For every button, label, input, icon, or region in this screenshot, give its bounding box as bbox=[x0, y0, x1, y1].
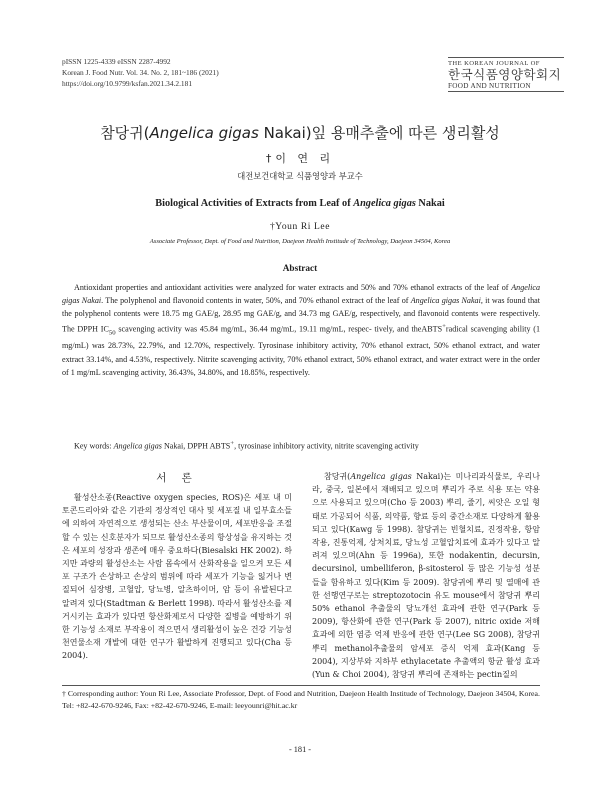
citation-line: Korean J. Food Nutr. Vol. 34. No. 2, 181~186 (2021) bbox=[62, 68, 219, 77]
title-en-latin: Angelica gigas bbox=[353, 198, 416, 209]
keywords-superscript: + bbox=[230, 440, 235, 447]
doi-line[interactable]: https://doi.org/10.9799/ksfan.2021.34.2.181 bbox=[62, 79, 193, 88]
journal-logo bbox=[448, 57, 564, 92]
abstract-part: scavenging activity was 45.84 mg/mL, 36.44 mg/mL, 19.11 mg/mL, respec- tively, and theABTS bbox=[115, 324, 443, 334]
affiliation-ko: 대전보건대학교 식품영양과 부교수 bbox=[237, 171, 363, 181]
body-column-left bbox=[62, 491, 292, 663]
abstract-part: Antioxidant properties and antioxidant activities were analyzed for water extracts and 50% and 70% ethanol extracts of the leaf of bbox=[74, 283, 512, 292]
paragraph-part: 참당귀( bbox=[324, 472, 351, 481]
title-en-part: Biological Activities of Extracts from Leaf of bbox=[155, 198, 354, 209]
author-en: †Youn Ri Lee bbox=[269, 222, 331, 232]
paragraph-part: Nakai)는 미나리과식물로, 우리나라, 중국, 일본에서 재배되고 있으며 뿌리가 주로 식용 또는 약용으로 사용되고 있으며(Cho 등 2003) 뿌리, 줄기, 씨앗은 오일 형태로 가공되어 식품, 의약품, 향료 등의 중간소재로 다양하게 활용되고 있다(Kawg 등 1998). 참당귀는 빈혈치료, 진정작용, 항암작용, 진통억제, 상처치료, 당뇨성 고혈압치료에 효과가 있다고 알려져 있으며(Ahn 등 1996a), 또한 nodakentin, decursin, decursinol, umbelliferon, β-sitosterol 등 많은 기능성 성분들을 함유하고 있다(Kim 등 2009). 참당귀에 뿌리 및 열매에 관한 선행연구로는 streptozotocin 유도 mouse에서 참당귀 뿌리 50% ethanol 추출물의 당뇨개선 효과에 관한 연구(Park 등 2009), 항산화에 관한 연구(Park 등 2007), nitric oxide 저해 효과에 의한 염증 억제 반응에 관한 연구(Lee SG 2008), 참당귀 뿌리 methanol추출물의 암세포 증식 억제 효과(Kang 등 2004), 지상부와 지하부 ethylacetate 추출액의 항균 활성 효과(Yun & Choi 2004), 참당귀 뿌리에 존재하는 pectin질의 bbox=[312, 472, 540, 680]
paper-title-ko bbox=[0, 122, 600, 143]
footnote-divider bbox=[62, 685, 540, 686]
keywords-label: Key words: bbox=[74, 441, 114, 451]
abstract-part: , it was found that the polyphenol contents were 18.75 mg GAE/g, 28.95 mg GAE/g, and 34.73 mg GAE/g, respectively, and flavonoid contents were respectively. The DPPH IC bbox=[62, 296, 540, 334]
paragraph-latin: Angelica gigas bbox=[350, 472, 412, 481]
corresponding-author-footnote: † Corresponding author: Youn Ri Lee, Associate Professor, Dept. of Food and Nutrition, Daejeon Health Institude of Technology, Daejeon 34504, Korea. Tel: +82-42-670-9246, Fax: +82-42-670-9246, E-mail: leeyounri@hit.ac.kr bbox=[62, 689, 540, 710]
abstract-heading: Abstract bbox=[282, 264, 318, 274]
affiliation-en: Associate Professor, Dept. of Food and Nutrition, Daejeon Health Institude of Technology, Daejeon 34504, Korea bbox=[149, 238, 451, 245]
abstract-latin: Angelica gigas Nakai bbox=[410, 296, 481, 306]
journal-name-ko: 한국식품영양학회지 bbox=[448, 67, 562, 82]
journal-bottom-rule bbox=[448, 91, 564, 92]
author-ko: †이 연 리 bbox=[265, 152, 335, 165]
title-en-part: Nakai bbox=[415, 198, 445, 209]
abstract-part: . The polyphenol and flavonoid contents in water, 50%, and 70% ethanol extract of the leaf of bbox=[101, 296, 411, 306]
abstract-latin: Angelica gigas Nakai bbox=[62, 283, 540, 306]
journal-name-en-top: THE KOREAN JOURNAL OF bbox=[448, 60, 540, 67]
journal-name-en-bottom: FOOD AND NUTRITION bbox=[448, 82, 531, 90]
section-heading-introduction: 서 론 bbox=[156, 472, 198, 484]
abstract-superscript: + bbox=[442, 323, 446, 331]
intro-paragraph-1: 활성산소종(Reactive oxygen species, ROS)은 세포 내 미토콘드리아와 같은 기관의 정상적인 대사 및 세포질 내 일부효소들에 의하여 자연적으로 생성되는 산소 부산물이며, 세포반응을 조절할 수 있는 신호분자가 되므로 활성산소종의 항상성을 유지하는 것은 세포의 성장과 생존에 매우 중요하다(Biesalski HK 2002). 하지만 과량의 활성산소는 사람 몸속에서 산화작용을 일으켜 모든 세포 구조가 손상하고 손상의 범위에 따라 세포가 기능을 잃거나 변질되어 심장병, 고혈압, 당뇨병, 알츠하이머, 암 등이 유발된다고 알려져 있다(Stadtman & Berlett 1998). 따라서 활성산소를 제거시키는 효과가 있다면 항산화제로서 다양한 질병을 예방하기 위한 기능성 소재로 부작용이 적으면서 생리활성이 높은 건강 기능성 천연물소재 개발에 대한 연구가 활발하게 진행되고 있다(Cha 등 2004). bbox=[62, 493, 292, 661]
issn-line: pISSN 1225-4339 eISSN 2287-4992 bbox=[62, 57, 171, 66]
abstract-text bbox=[62, 281, 540, 379]
abstract-subscript: 50 bbox=[108, 329, 116, 337]
paper-title-en bbox=[0, 198, 600, 209]
abstract-part: radical scavenging ability (1 mg/mL) was 28.73%, 22.79%, and 12.70%, respectively. Tyrosinase inhibitory activity, 70% ethanol extract, 50% ethanol extract, and water extract 33.14%, and 4.53%, respectively. Nitrite scavenging activity, 70% ethanol extract, 50% ethanol extract, and water extract were in the order of 1 mg/mL scavenging activity, 36.43%, 34.80%, and 18.85%, respectively. bbox=[62, 324, 541, 377]
title-ko-part: Nakai)잎 용매추출에 따른 생리활성 bbox=[258, 124, 500, 142]
body-column-right bbox=[312, 470, 540, 681]
intro-paragraph-2 bbox=[312, 470, 540, 681]
title-ko-part: 참당귀( bbox=[100, 124, 150, 142]
keywords-part: Nakai, DPPH ABTS bbox=[161, 441, 231, 451]
title-ko-latin: Angelica gigas bbox=[149, 124, 259, 142]
journal-meta bbox=[62, 56, 219, 89]
page-number: - 181 - bbox=[288, 745, 312, 754]
keywords-latin: Angelica gigas bbox=[113, 441, 162, 451]
keywords bbox=[62, 438, 552, 453]
keywords-part: , tyrosinase inhibitory activity, nitrite scavenging activity bbox=[234, 441, 419, 451]
